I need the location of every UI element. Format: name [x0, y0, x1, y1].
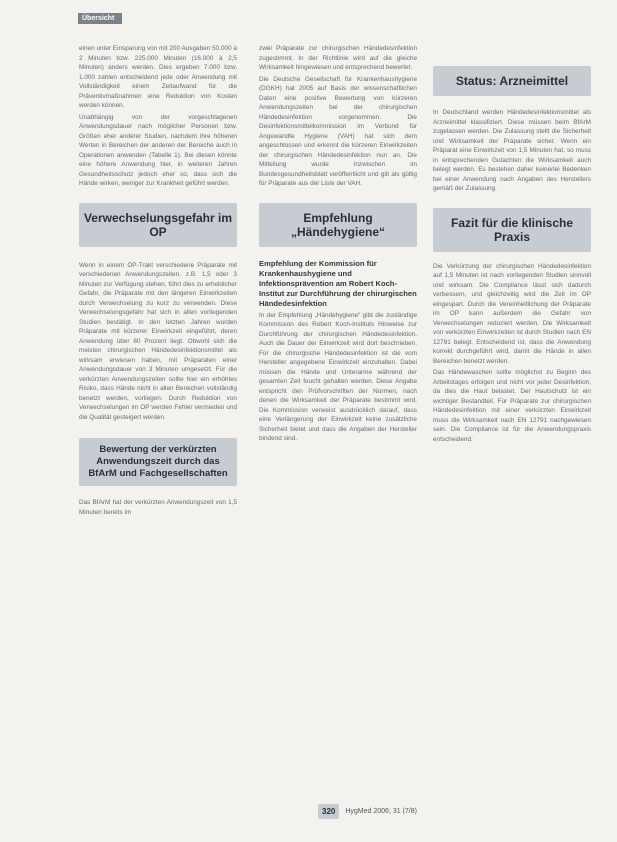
- section-tag: Übersicht: [78, 13, 122, 24]
- column-left: [79, 44, 237, 517]
- paragraph: In Deutschland werden Händedesinfektionsmittel als Arzneimittel klassifiziert. Diese müssen beim BfArM zugelassen werden. Die Zulassung stellt die Sicherheit und Wirksamkeit der Präparate sicher. Wenn ein Präparat eine Einwirkzeit von 1,5 Minuten hat, so muss in entsprechenden Gutachten die Wirksamkeit auch belegt werden. Es bestehen daher keinerlei Bedenken bei einer Anwendung nach Angaben des Herstellers gemäß der Zulassung.: [433, 109, 591, 192]
- paragraph: Das Händewaschen sollte möglichst zu Beginn des Arbeitstages erfolgen und nicht vor jeder Desinfektion, da dies die Haut belastet. Der Hautschutz ist ein wichtiger Bestandteil. Für Präparate zur chirurgischen Händedesinfektion mit einer verkürzten Einwirkzeit muss die Wirksamkeit nach EN 12791 nachgewiesen sein. Die Compliance ist für die Anwendungspraxis entscheidend.: [433, 369, 591, 443]
- section-heading-box: Bewertung der verkürzten Anwendungszeit durch das BfArM und Fachgesellschaften: [79, 438, 237, 486]
- section-heading-box: Empfehlung „Händehygiene“: [259, 203, 417, 247]
- column-right: [433, 44, 591, 444]
- section-heading-box: Verwechselungsgefahr im OP: [79, 203, 237, 247]
- paragraph: Unabhängig von der vorgeschlagenen Anwendungsdauer nach möglicher Personen bzw. Größen eher anderer Studien, nachdem ihre höheren Werten in Bereichen der anderen der Bereiche auch in Operationen anwenden (Tabelle 1). Bei diesen könnte eine höhere Anwendung hier, in weiteren Jahren Gesundheitsschutz jedoch eher so, dass sich die Hände wirken, weniger zur Krankheit geführt werden.: [79, 113, 237, 187]
- section-heading-box: Status: Arzneimittel: [433, 66, 591, 96]
- section-heading-box: Fazit für die klinische Praxis: [433, 208, 591, 252]
- journal-citation: HygMed 2006; 31 (7/8): [345, 808, 417, 815]
- paragraph: zwei Präparate zur chirurgischen Händedesinfektion zugestimmt. In der Richtlinie wird auf die gleiche Wirksamkeit hingewiesen und entsprechend bewertet.: [259, 45, 417, 71]
- column-middle: [259, 44, 417, 444]
- paragraph: In der Empfehlung „Händehygiene“ gibt die zuständige Kommission des Robert Koch-Instituts Hinweise zur Durchführung der chirurgischen Händedesinfektion. Auch die Dauer der Einwirkzeit wird dort beschrieben. Für die chirurgische Händedesinfektion ist die vom Hersteller angegebene Einwirkzeit einzuhalten. Dabei müssen die Hände und Unterarme während der gesamten Zeit feucht gehalten werden. Diese Angabe entspricht den Prüfvorschriften der Normen, nach denen die Wirksamkeit der Präparate bestimmt wird. Die Kommission verweist ausdrücklich darauf, dass eine Verlängerung der Einwirkzeit keine zusätzliche Sicherheit bietet und dass die Angaben der Hersteller bindend sind.: [259, 311, 417, 442]
- paragraph: Die Deutsche Gesellschaft für Krankenhaushygiene (DGKH) hat 2005 auf Basis der wissenschaftlichen Daten eine positive Bewertung von kürzeren Anwendungszeiten bei der chirurgischen Händedesinfektion vorgenommen. Die Desinfektionsmittelkommission im Verbund für Angewandte Hygiene (VAH) hat sich dem angeschlossen und erkennt die kürzeren Einwirkzeiten der chirurgischen Händedesinfektion nun an. Die Mitteilung wurde inzwischen im Bundesgesundheitsblatt veröffentlicht und gilt als gültig für Präparate aus der Liste der VAH.: [259, 75, 417, 187]
- subheading: Empfehlung der Kommission für Krankenhaushygiene und Infektionsprävention am Robert Koch-Institut zur Durchführung der chirurgischen Händedesinfektion: [259, 258, 417, 308]
- paragraph: Die Verkürzung der chirurgischen Händedesinfektion auf 1,5 Minuten ist nach vorliegenden Studien sinnvoll und wirksam. Die Compliance lässt sich dadurch verbessern, und gleichzeitig wird die Zeit im OP eingespart. Durch die Vereinheitlichung der Präparate im OP kann außerdem die Gefahr von Verwechselungen reduziert werden. Die Wirksamkeit von verkürzten Einwirkzeiten ist durch Studien nach EN 12791 belegt. Entscheidend ist, dass die Anwendung korrekt durchgeführt wird, damit die Hände in allen Bereichen benetzt werden.: [433, 262, 591, 365]
- page-number: 320: [318, 804, 339, 819]
- paragraph: einen unter Einsparung von mit 200 Ausgaben 50.000 à 2 Minuten bzw. 225.000 Minuten (16.000 à 2,5 Minuten) anders werden. Dies ergeben 7.000 bzw. 1.000 zahlen entscheidend jede oder Anwendung mit Vollständigkeit einem Zeitaufwand für die Präventivmaßnahmen eine Reduktion von Kosten werden können.: [79, 45, 237, 109]
- paragraph: Das BfArM hat der verkürzten Anwendungszeit von 1,5 Minuten bereits im: [79, 499, 237, 516]
- paragraph: Wenn in einem OP-Trakt verschiedene Präparate mit verschiedenen Anwendungszeiten, z.B. 1,5 oder 3 Minuten zur Verfügung stehen, führt dies zu erheblicher Gefahr, die Präparate mit den längeren Einwirkzeiten durch Verwechselung zu kurz zu verwenden. Diese Verwechselungsgefahr hat sich in allen vorliegenden Studien bestätigt. In den letzten Jahren wurden Präparate mit kürzerer Einwirkzeit eingeführt, deren Anwendung über 80 Prozent liegt. Obwohl sich die meisten chirurgischen Händedesinfektionsmittel als wirksam erwiesen haben, mit Präparaten einer Anwendungsdauer von 3 Minuten umgesetzt. Für die verkürzten Anwendungszeiten sollte hier ein erhöhtes Risiko, dass Hände nicht in allen Bereichen vollständig benetzt werden, vorliegen. Durch Reduktion von Verwechselungen im OP werden Fehler vermieden und die Qualität gesteigert werden.: [79, 261, 237, 421]
- page-footer: [318, 804, 417, 819]
